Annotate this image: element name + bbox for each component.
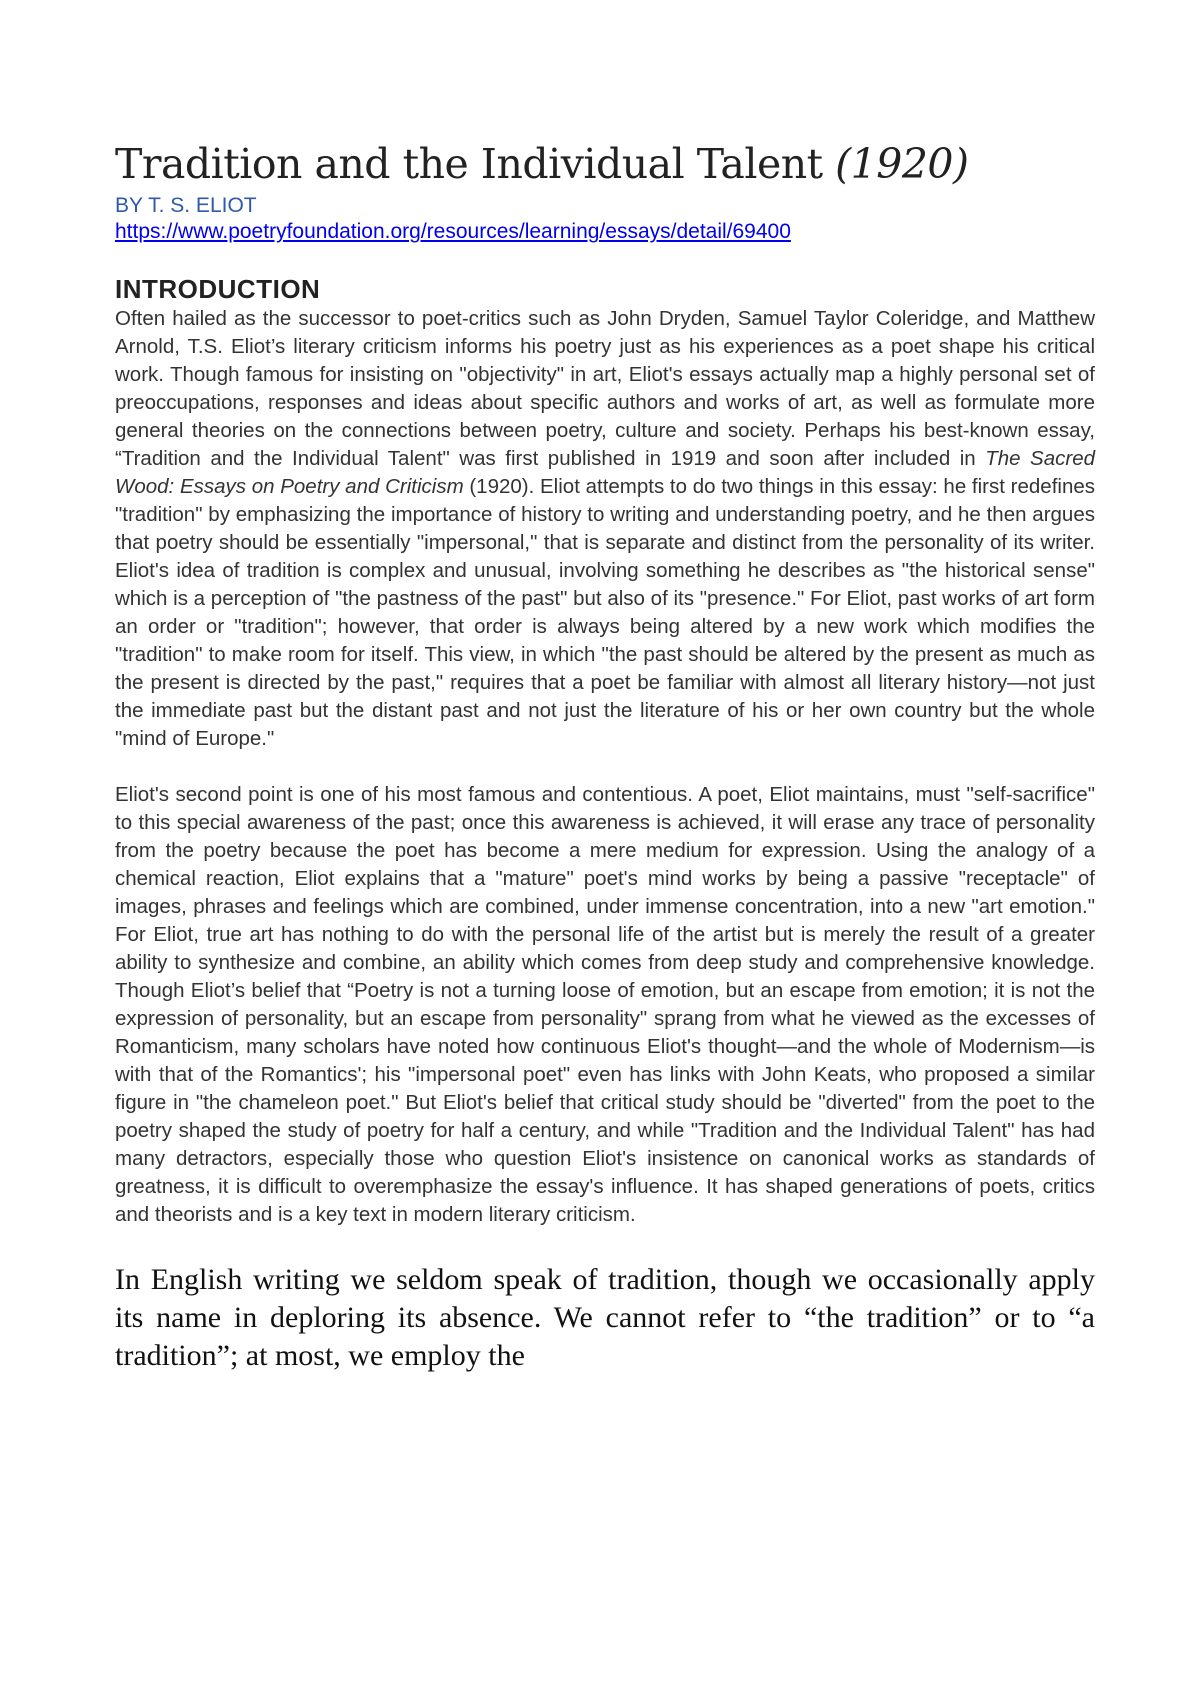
book-title: The Sacred Wood: Essays on Poetry and Criticism <box>115 446 1095 498</box>
author-byline: BY T. S. ELIOT <box>115 194 257 218</box>
intro-text-part2: (1920). Eliot attempts to do two things in this essay: he first redefines "tradition" by emphasizing the importance of history to writing and understanding poetry, and he then argues that poetry should be essentially "impersonal," that is separate and distinct from the personality of its writer. Eliot's idea of tradition is complex and unusual, involving something he describes as "the historical sense" which is a perception of "the pastness of the past" but also of its "presence." For Eliot, past works of art form an order or "tradition"; however, that order is always being altered by a new work which modifies the "tradition" to make room for itself. This view, in which "the past should be altered by the present as much as the present is directed by the past," requires that a poet be familiar with almost all literary history—not just the immediate past but the distant past and not just the literature of his or her own country but the whole "mind of Europe." <box>115 474 1095 750</box>
source-link[interactable]: https://www.poetryfoundation.org/resources/learning/essays/detail/69400 <box>115 220 791 244</box>
introduction-paragraph-1 <box>115 305 1095 753</box>
essay-opening-paragraph: In English writing we seldom speak of tradition, though we occasionally apply its name in deploring its absence. We cannot refer to “the tradition” or to “a tradition”; at most, we employ the <box>115 1262 1095 1372</box>
introduction-paragraph-2: Eliot's second point is one of his most famous and contentious. A poet, Eliot maintains, must "self-sacrifice" to this special awareness of the past; once this awareness is achieved, it will erase any trace of personality from the poetry because the poet has become a mere medium for expression. Using the analogy of a chemical reaction, Eliot explains that a "mature" poet's mind works by being a passive "receptacle" of images, phrases and feelings which are combined, under immense concentration, into a new "art emotion." For Eliot, true art has nothing to do with the personal life of the artist but is merely the result of a greater ability to synthesize and combine, an ability which comes from deep study and comprehensive knowledge. Though Eliot’s belief that “Poetry is not a turning loose of emotion, but an escape from emotion; it is not the expression of personality, but an escape from personality" sprang from what he viewed as the excesses of Romanticism, many scholars have noted how continuous Eliot's thought—and the whole of Modernism—is with that of the Romantics'; his "impersonal poet" even has links with John Keats, who proposed a similar figure in "the chameleon poet." But Eliot's belief that critical study should be "diverted" from the poet to the poetry shaped the study of poetry for half a century, and while "Tradition and the Individual Talent" has had many detractors, especially those who question Eliot's insistence on canonical works as standards of greatness, it is difficult to overemphasize the essay's influence. It has shaped generations of poets, critics and theorists and is a key text in modern literary criticism. <box>115 782 1095 1226</box>
document-page <box>115 140 1095 1375</box>
page-title <box>115 140 1095 189</box>
title-year: (1920) <box>835 140 969 188</box>
intro-text-part1: Often hailed as the successor to poet-critics such as John Dryden, Samuel Taylor Coleridge, and Matthew Arnold, T.S. Eliot’s literary criticism informs his poetry just as his experiences as a poet shape his critical work. Though famous for insisting on "objectivity" in art, Eliot's essays actually map a highly personal set of preoccupations, responses and ideas about specific authors and works of art, as well as formulate more general theories on the connections between poetry, culture and society. Perhaps his best-known essay, “Tradition and the Individual Talent" was first published in 1919 and soon after included in <box>115 306 1095 470</box>
introduction-heading: INTRODUCTION <box>115 273 321 304</box>
title-text: Tradition and the Individual Talent <box>115 140 823 188</box>
